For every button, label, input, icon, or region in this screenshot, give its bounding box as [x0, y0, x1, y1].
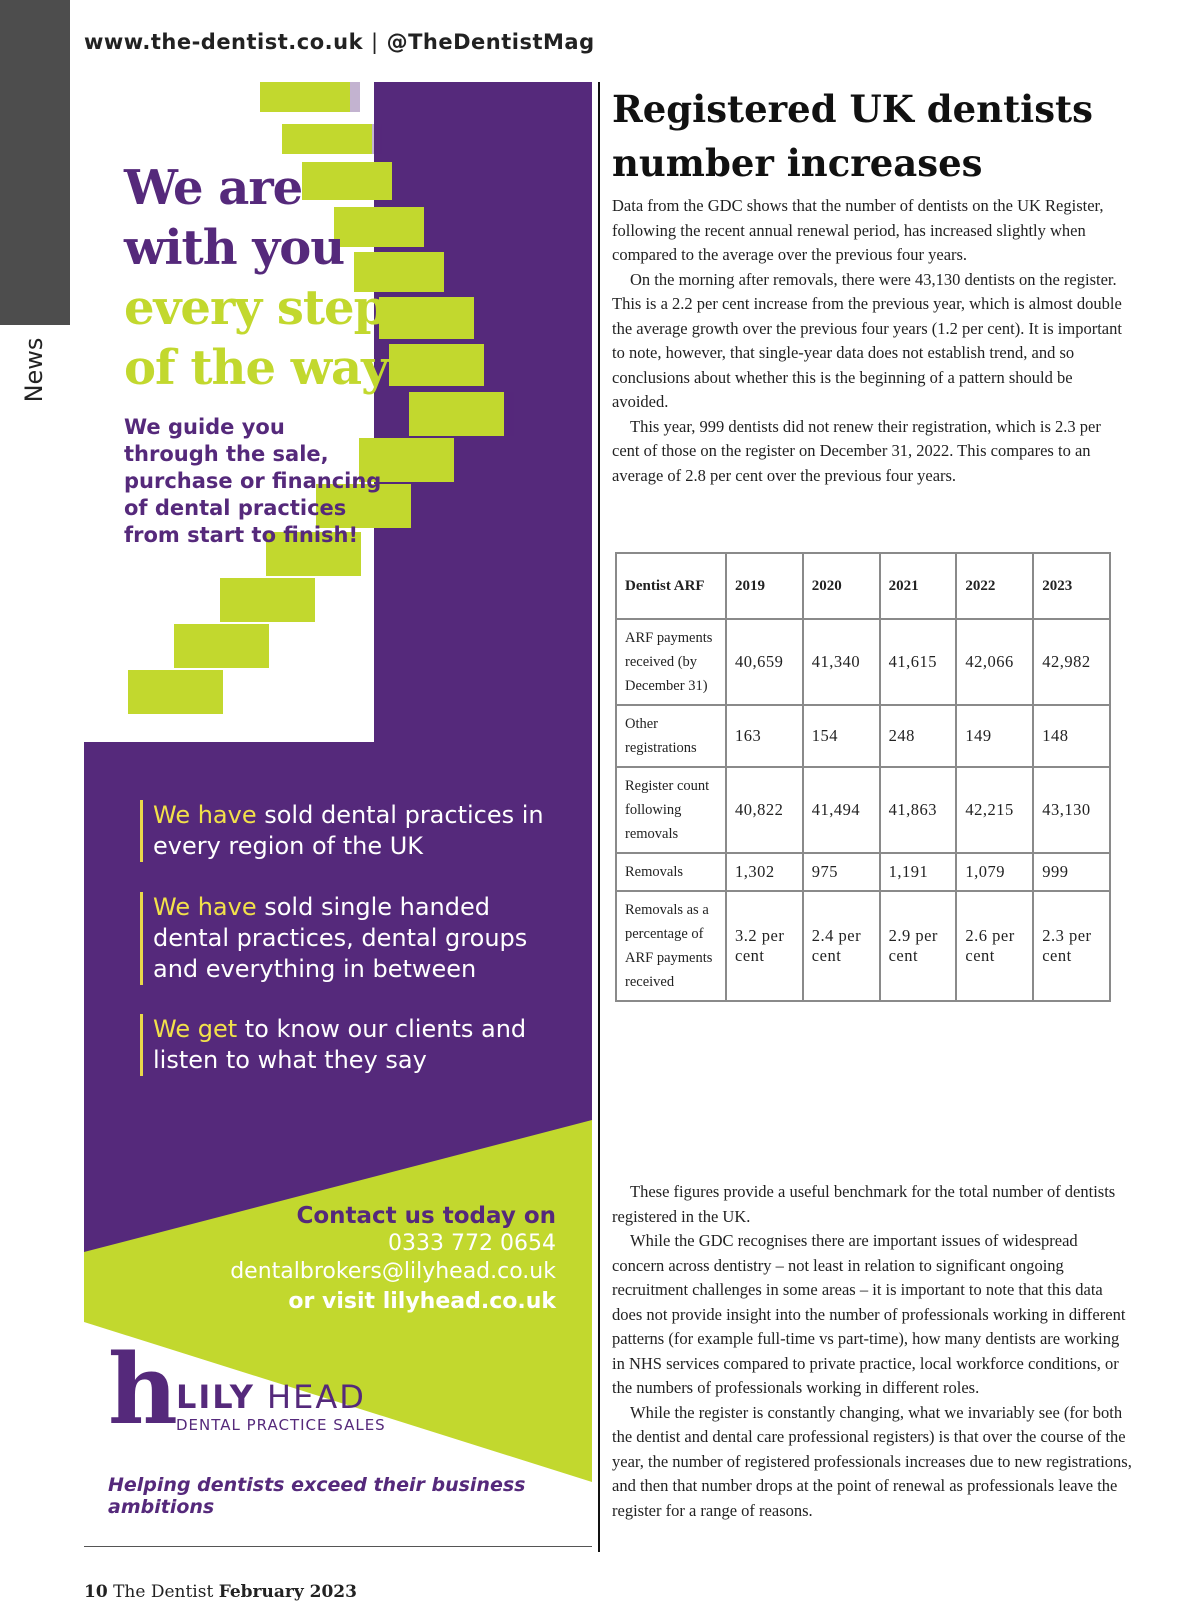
paragraph: These figures provide a useful benchmark for the total number of dentists registered in the UK.: [612, 1182, 1116, 1226]
advert-headline: [124, 158, 388, 398]
advert-bullet-1: We have sold dental practices in every region of the UK: [140, 800, 553, 862]
headline-line-1: We are: [124, 160, 303, 216]
advert-bullet-3: We get to know our clients and listen to what they say: [140, 1014, 553, 1076]
twitter-handle[interactable]: @TheDentistMag: [386, 30, 595, 54]
table-cell: 2.9 per cent: [880, 891, 957, 1001]
row-label: Removals: [616, 853, 726, 891]
table-cell: 1,302: [726, 853, 803, 891]
advert-bottom-rule: [84, 1546, 592, 1547]
table-cell: 40,659: [726, 619, 803, 705]
table-cell: 999: [1033, 853, 1110, 891]
website-link[interactable]: www.the-dentist.co.uk: [84, 30, 364, 54]
paragraph: This year, 999 dentists did not renew their registration, which is 2.3 per cent of those on the register on December 31, 2022. This compares to an average of 2.8 per cent over the previous four years.: [612, 416, 1101, 485]
arf-data-table: [615, 552, 1111, 1002]
contact-phone[interactable]: 0333 772 0654: [388, 1231, 556, 1256]
table-row: [616, 767, 1110, 853]
table-cell: 2.4 per cent: [803, 891, 880, 1001]
table-cell: 42,215: [956, 767, 1033, 853]
table-cell: 41,615: [880, 619, 957, 705]
advert-subline: We guide you through the sale, purchase or financing of dental practices from start to finish!: [124, 415, 382, 547]
advert-contact: [230, 1202, 556, 1318]
table-header: 2022: [956, 553, 1033, 619]
table-cell: 42,066: [956, 619, 1033, 705]
table-cell: 154: [803, 705, 880, 767]
headline-line-2: with you: [124, 220, 345, 276]
article-body-top: [612, 194, 1132, 488]
table-header: 2019: [726, 553, 803, 619]
table-header-row: [616, 553, 1110, 619]
table-cell: 163: [726, 705, 803, 767]
contact-web[interactable]: or visit lilyhead.co.uk: [288, 1289, 556, 1314]
section-label: News: [20, 337, 48, 403]
table-cell: 1,191: [880, 853, 957, 891]
issue-date: February 2023: [218, 1582, 357, 1602]
table-cell: 2.6 per cent: [956, 891, 1033, 1001]
advert-tagline: Helping dentists exceed their business ambitions: [108, 1474, 526, 1518]
table-cell: 42,982: [1033, 619, 1110, 705]
table-cell: 248: [880, 705, 957, 767]
lily-head-logo-mark: h: [108, 1333, 178, 1446]
contact-email[interactable]: dentalbrokers@lilyhead.co.uk: [230, 1259, 556, 1284]
table-header: 2021: [880, 553, 957, 619]
table-row: [616, 619, 1110, 705]
publication-name: The Dentist: [107, 1582, 219, 1602]
table-row: [616, 853, 1110, 891]
page-header: [84, 30, 595, 54]
table-cell: 3.2 per cent: [726, 891, 803, 1001]
table-cell: 41,494: [803, 767, 880, 853]
table-row: [616, 705, 1110, 767]
table-cell: 41,863: [880, 767, 957, 853]
row-label: Register count following removals: [616, 767, 726, 853]
page-footer: [84, 1582, 357, 1602]
row-label: Other registrations: [616, 705, 726, 767]
table-cell: 1,079: [956, 853, 1033, 891]
headline-line-3: every step: [124, 280, 387, 336]
page-number: 10: [84, 1582, 108, 1602]
table-header: 2020: [803, 553, 880, 619]
headline-line-4: of the way: [124, 340, 389, 396]
row-label: Removals as a percentage of ARF payments received: [616, 891, 726, 1001]
table-cell: 40,822: [726, 767, 803, 853]
advert: [84, 82, 592, 1552]
column-divider: [598, 82, 600, 1552]
table-cell: 149: [956, 705, 1033, 767]
row-label: ARF payments received (by December 31): [616, 619, 726, 705]
table-cell: 2.3 per cent: [1033, 891, 1110, 1001]
header-separator: |: [371, 30, 379, 54]
table-row: [616, 891, 1110, 1001]
paragraph: Data from the GDC shows that the number of dentists on the UK Register, following the recent annual renewal period, has increased slightly when compared to the average over the previous four years.: [612, 196, 1104, 264]
table-cell: 148: [1033, 705, 1110, 767]
table-header: Dentist ARF: [616, 553, 726, 619]
table-cell: 43,130: [1033, 767, 1110, 853]
paragraph: While the register is constantly changing, what we invariably see (for both the dentist and dental care professional registers) is that over the course of the year, the number of registered professionals increases due to new registrations, and then that number drops at the point of renewal as professionals leave the register for a range of reasons.: [612, 1402, 1132, 1520]
article-body-bottom: [612, 1180, 1132, 1523]
table-cell: 41,340: [803, 619, 880, 705]
table-cell: 975: [803, 853, 880, 891]
lily-head-logo-name: LILY HEAD: [176, 1378, 366, 1416]
lily-head-logo-subtitle: DENTAL PRACTICE SALES: [176, 1416, 386, 1434]
table-header: 2023: [1033, 553, 1110, 619]
article-title: Registered UK dentists number increases: [612, 87, 1093, 185]
paragraph: While the GDC recognises there are important issues of widespread concern across dentistry – not least in relation to significant ongoing recruitment challenges in some areas – it is important to note that this data does not provide insight into the number of professionals working in different patterns (for example full-time vs part-time), how many dentists are working in NHS services compared to private practice, local workforce conditions, or the numbers of professionals working in different roles.: [612, 1231, 1126, 1397]
advert-bullet-2: We have sold single handed dental practices, dental groups and everything in between: [140, 892, 553, 985]
paragraph: On the morning after removals, there were 43,130 dentists on the register. This is a 2.2 per cent increase from the previous year, which is almost double the average growth over the previous four years (1.2 per cent). It is important to note, however, that single-year data does not establish trend, and so conclusions about whether this is the beginning of a pattern should be avoided.: [612, 269, 1122, 411]
contact-heading: Contact us today on: [296, 1203, 556, 1229]
side-tab: [0, 0, 70, 325]
